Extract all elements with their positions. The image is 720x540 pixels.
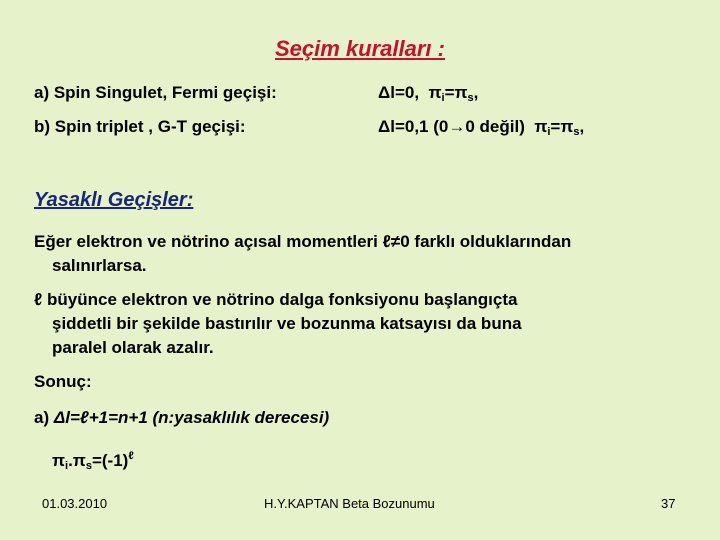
forbidden-p1-line1: Eğer elektron ve nötrino açısal momentleri ℓ≠0 farklı olduklarından [34, 232, 572, 251]
forbidden-p2-line3: paralel olarak azalır. [52, 338, 214, 357]
result-a-prefix: a) [34, 408, 50, 427]
rule-b-formula [378, 117, 584, 138]
footer-page-number: 37 [661, 496, 676, 511]
parity-pi1: π [52, 451, 66, 470]
parity-mid: .π [68, 451, 86, 470]
rule-b-pi-i: π [534, 117, 548, 136]
rule-a-pi-s: =π [444, 83, 468, 102]
rule-a-tail: , [473, 83, 479, 102]
forbidden-paragraph-2 [34, 288, 522, 360]
forbidden-p1-line2: salınırlarsa. [52, 256, 147, 275]
footer-author: H.Y.KAPTAN Beta Bozunumu [264, 496, 435, 511]
parity-i-sub: i [65, 460, 69, 472]
rule-a-s-sub: s [467, 92, 474, 104]
rule-b-s-sub: s [573, 126, 580, 138]
forbidden-p2-line1: ℓ büyünce elektron ve nötrino dalga fonksiyonu başlangıçta [34, 290, 518, 309]
rule-a-i-sub: i [441, 92, 445, 104]
rule-a-delta: Δl=0, [378, 83, 420, 102]
forbidden-p2-line2: şiddetli bir şekilde bastırılır ve bozunma katsayısı da buna [52, 314, 522, 333]
parity-exp: ℓ [128, 450, 134, 462]
forbidden-heading: Yasaklı Geçişler: [34, 189, 194, 211]
parity-s-sub: s [85, 460, 92, 472]
result-a-formula: Δl=ℓ+1=n+1 (n:yasaklılık derecesi) [53, 408, 330, 427]
rule-a-pi-i: π [428, 83, 442, 102]
rule-a-formula [378, 83, 478, 104]
footer-date: 01.03.2010 [42, 496, 108, 511]
rule-b-pi-s: =π [550, 117, 574, 136]
rule-b-tail: , [579, 117, 585, 136]
rule-a-label: a) Spin Singulet, Fermi geçişi: [34, 83, 277, 102]
rule-b-i-sub: i [547, 126, 551, 138]
parity-eq: =(-1) [91, 451, 129, 470]
result-parity [52, 444, 134, 478]
rule-b-label: b) Spin triplet , G-T geçişi: [34, 117, 246, 136]
rule-b-delta: Δl=0,1 (0→0 değil) [378, 117, 525, 136]
result-label: Sonuç: [34, 372, 92, 391]
forbidden-paragraph-1 [34, 230, 571, 278]
result-a [34, 406, 329, 430]
slide-title: Seçim kuralları : [275, 36, 445, 61]
